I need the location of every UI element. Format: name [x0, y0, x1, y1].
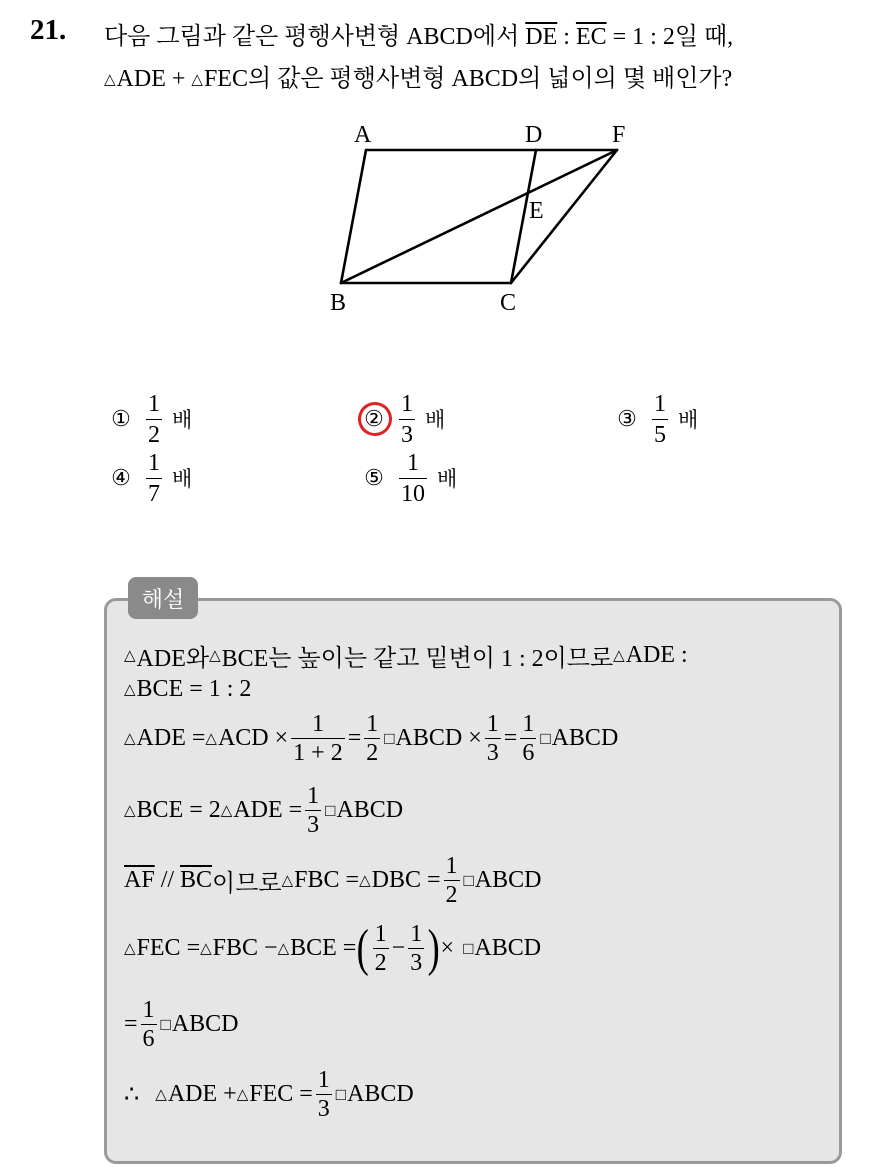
question-text-suffix: = 1 : 2일 때,	[606, 24, 734, 50]
sol-text: 이므로	[212, 871, 282, 897]
sol-text: ABCD ×	[395, 725, 482, 751]
line-bf	[341, 150, 617, 283]
triangle-icon: △	[200, 941, 212, 957]
square-icon: □	[540, 728, 551, 748]
sol-text: ABCD	[336, 797, 404, 823]
triangle-icon: △	[124, 803, 136, 819]
sol-text: ADE =	[233, 797, 303, 823]
therefore-symbol: ∴	[124, 1082, 140, 1108]
sol-fraction	[364, 712, 380, 765]
fraction-numerator: 1	[307, 783, 320, 809]
solution-line-2	[124, 676, 251, 703]
sol-text: =	[503, 725, 518, 751]
fraction-numerator: 1	[311, 711, 324, 737]
triangle-icon: △	[220, 803, 233, 819]
square-icon: □	[160, 1014, 171, 1034]
sol-text: FBC −	[212, 935, 278, 961]
figure-lines	[341, 150, 617, 283]
parallel-symbol: //	[154, 867, 181, 893]
fraction-denominator: 3	[317, 1096, 330, 1122]
solution-line-6	[124, 919, 542, 977]
selected-circle-icon	[353, 397, 397, 441]
sol-text: ADE +	[167, 1081, 237, 1107]
choice-fraction	[399, 392, 415, 447]
choice-fraction	[652, 392, 668, 447]
sol-text: BCE =	[290, 935, 357, 961]
choice-fraction	[146, 392, 162, 447]
triangle-icon: △	[124, 682, 136, 698]
fraction-numerator: 1	[407, 449, 419, 476]
sol-fraction	[141, 998, 157, 1051]
sol-text: ADE =	[136, 725, 206, 751]
question-ade: ADE +	[116, 66, 192, 92]
sol-text: FEC =	[136, 935, 201, 961]
label-d: D	[525, 122, 543, 148]
sol-text: =	[124, 1011, 138, 1037]
fraction-denominator: 3	[399, 419, 415, 447]
sol-text: ADE :	[625, 642, 688, 668]
fraction-numerator: 1	[148, 449, 160, 476]
triangle-icon: △	[104, 72, 116, 88]
choice-unit: 배	[437, 467, 458, 491]
sol-fraction	[373, 922, 389, 975]
sol-text: ABCD	[474, 935, 542, 961]
choice-2[interactable]	[361, 391, 445, 447]
choice-mark: ③	[617, 406, 637, 431]
question-line-1	[104, 16, 733, 51]
triangle-icon: △	[277, 941, 290, 957]
triangle-icon: △	[124, 941, 136, 957]
fraction-denominator: 6	[522, 740, 535, 766]
line-ab	[341, 150, 366, 283]
choice-unit: 배	[172, 467, 193, 491]
choice-fraction	[146, 451, 162, 506]
choice-1[interactable]	[108, 391, 192, 447]
parallelogram-figure	[320, 115, 650, 325]
sol-text: −	[391, 935, 406, 961]
right-paren: )	[427, 919, 440, 977]
solution-line-5	[124, 854, 541, 907]
triangle-icon: △	[613, 648, 625, 664]
sol-text: ABCD	[171, 1011, 239, 1037]
choice-unit: 배	[425, 408, 446, 432]
segment-bc: $\overline{BC}$	[180, 867, 213, 893]
choice-mark: ④	[111, 465, 131, 490]
question-text-prefix: 다음 그림과 같은 평행사변형 ABCD에서	[104, 24, 526, 50]
sol-fraction	[520, 712, 536, 765]
fraction-numerator: 1	[486, 711, 499, 737]
fraction-denominator: 6	[142, 1026, 155, 1052]
sol-text: ABCD	[551, 725, 619, 751]
solution-tag: 해설	[128, 577, 198, 619]
solution-line-4	[124, 784, 403, 837]
square-icon: □	[384, 728, 395, 748]
segment-ec: $\overline{EC}$	[575, 24, 607, 50]
fraction-numerator: 1	[410, 921, 423, 947]
fraction-denominator: 3	[307, 812, 320, 838]
label-e: E	[529, 198, 544, 224]
fraction-numerator: 1	[148, 390, 160, 417]
fraction-numerator: 1	[654, 390, 666, 417]
sol-text: ABCD	[474, 867, 542, 893]
sol-text: BCE = 2	[136, 797, 221, 823]
sol-fraction	[485, 712, 501, 765]
fraction-denominator: 3	[410, 950, 423, 976]
label-a: A	[354, 122, 372, 148]
sol-text: FBC =	[294, 867, 360, 893]
fraction-denominator: 2	[366, 740, 379, 766]
fraction-numerator: 1	[445, 853, 458, 879]
sol-text: ABCD	[347, 1081, 414, 1107]
fraction-denominator: 2	[146, 419, 162, 447]
triangle-icon: △	[155, 1087, 167, 1103]
fraction-numerator: 1	[401, 390, 413, 417]
segment-de: $\overline{DE}$	[525, 24, 558, 50]
sol-fraction	[408, 922, 424, 975]
sol-fraction	[291, 712, 345, 765]
fraction-denominator: 2	[374, 950, 387, 976]
triangle-icon: △	[359, 873, 371, 889]
fraction-denominator: 10	[399, 478, 427, 506]
choice-4[interactable]	[108, 450, 192, 506]
question-fec: FEC의 값은 평행사변형 ABCD의 넓이의 몇 배인가?	[203, 66, 733, 92]
choice-unit: 배	[172, 408, 193, 432]
triangle-icon: △	[205, 731, 217, 747]
triangle-icon: △	[209, 648, 221, 664]
fraction-denominator: 7	[146, 478, 162, 506]
sol-text: BCE = 1 : 2	[136, 676, 252, 702]
solution-line-8	[124, 1068, 414, 1121]
choice-mark: ①	[111, 406, 131, 431]
fraction-numerator: 1	[317, 1067, 330, 1093]
triangle-icon: △	[191, 72, 203, 88]
choice-5[interactable]	[361, 450, 457, 506]
fraction-denominator: 2	[445, 882, 458, 908]
choice-unit: 배	[678, 408, 699, 432]
sol-fraction	[444, 854, 460, 907]
left-paren: (	[356, 919, 370, 977]
triangle-icon: △	[281, 873, 294, 889]
solution-line-7	[124, 998, 239, 1051]
sol-fraction	[316, 1068, 332, 1121]
solution-line-1	[124, 638, 688, 673]
line-fc	[511, 150, 617, 283]
fraction-numerator: 1	[366, 711, 379, 737]
choice-3[interactable]	[614, 391, 698, 447]
sol-text: BCE는 높이는 같고 밑변이 1 : 2이므로	[221, 646, 614, 672]
choice-fraction	[399, 451, 427, 506]
label-f: F	[612, 122, 626, 148]
question-number: 21.	[30, 14, 67, 46]
fraction-numerator: 1	[522, 711, 535, 737]
sol-text: ACD ×	[217, 725, 289, 751]
sol-text: ADE와	[136, 646, 210, 672]
solution-line-3	[124, 712, 618, 765]
segment-af: $\overline{AF}$	[124, 867, 155, 893]
sol-text: FEC =	[249, 1081, 313, 1107]
fraction-numerator: 1	[142, 997, 155, 1023]
triangle-icon: △	[124, 648, 136, 664]
fraction-denominator: 1 + 2	[293, 740, 343, 766]
sol-text: =	[347, 725, 362, 751]
square-icon: □	[463, 870, 474, 890]
sol-text: DBC =	[371, 867, 441, 893]
ratio-colon: :	[557, 24, 576, 50]
choice-mark: ②	[364, 406, 384, 431]
choice-mark: ⑤	[364, 465, 384, 490]
question-line-2	[104, 58, 732, 93]
square-icon: □	[463, 938, 474, 958]
square-icon: □	[335, 1084, 347, 1104]
triangle-icon: △	[236, 1087, 249, 1103]
sol-text: ×	[440, 935, 455, 961]
label-b: B	[330, 290, 347, 316]
sol-fraction	[305, 784, 321, 837]
figure-svg	[320, 115, 650, 325]
label-c: C	[500, 290, 517, 316]
fraction-denominator: 5	[652, 419, 668, 447]
fraction-denominator: 3	[486, 740, 499, 766]
triangle-icon: △	[124, 731, 136, 747]
square-icon: □	[325, 800, 336, 820]
fraction-numerator: 1	[374, 921, 387, 947]
